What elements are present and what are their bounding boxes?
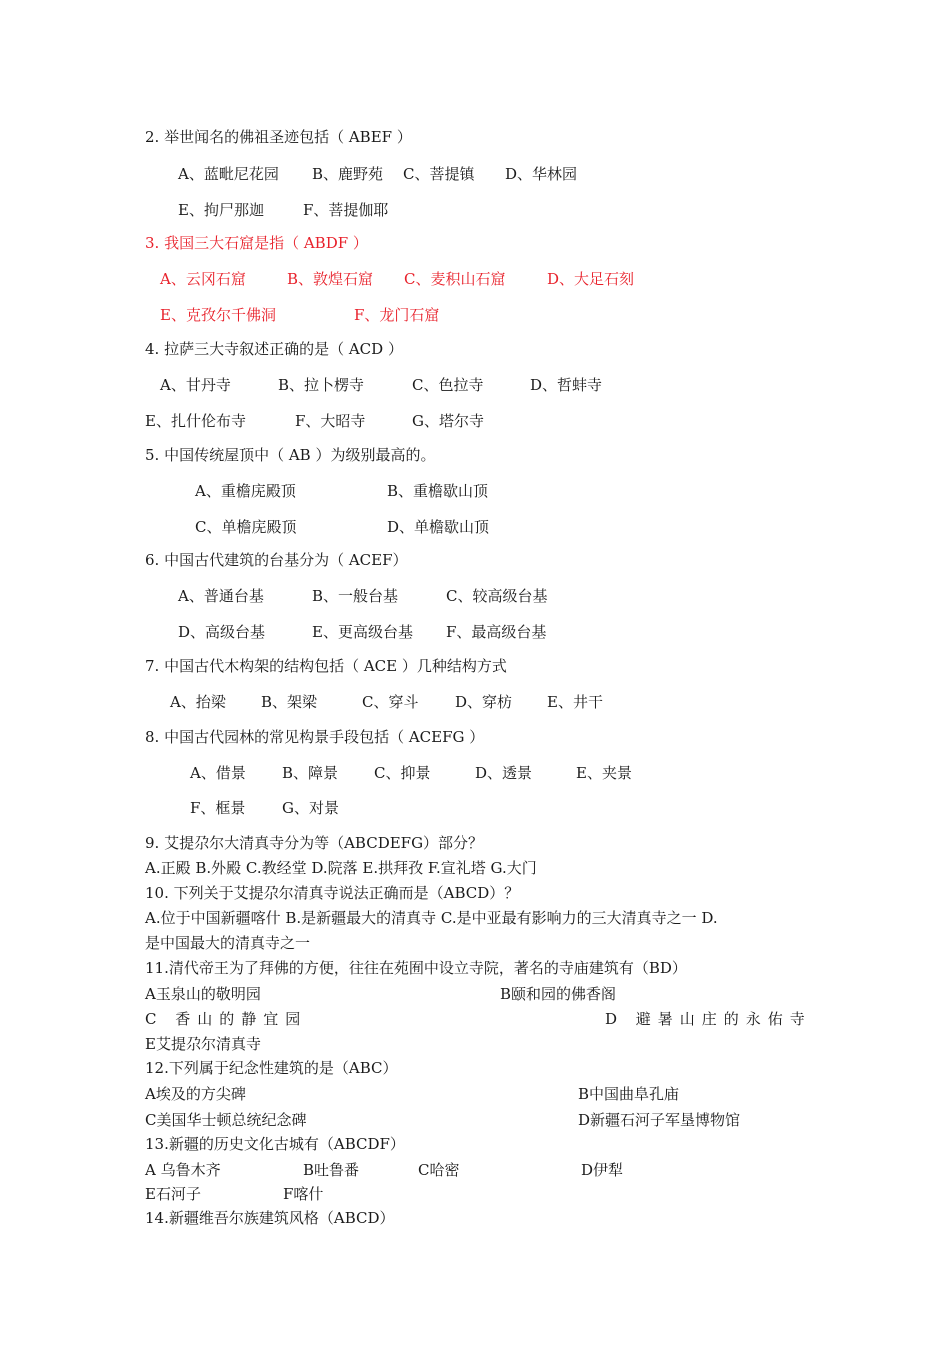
q8-option-g: G、对景 — [282, 799, 339, 817]
q13-option-e: E石河子 — [145, 1185, 201, 1203]
q3-stem: 3. 我国三大石窟是指（ ABDF ） — [145, 234, 368, 252]
q11-option-d: D 避暑山庄的永佑寺 — [605, 1010, 812, 1028]
q10-options-line2: 是中国最大的清真寺之一 — [145, 934, 311, 952]
q4-option-b: B、拉卜楞寺 — [278, 376, 365, 394]
q4-option-f: F、大昭寺 — [295, 412, 366, 430]
q4-option-d: D、哲蚌寺 — [530, 376, 603, 394]
q10-stem: 10. 下列关于艾提尕尔清真寺说法正确而是（ABCD）？ — [145, 884, 520, 902]
q8-option-f: F、框景 — [190, 799, 246, 817]
q7-option-b: B、架梁 — [261, 693, 318, 711]
q6-option-b: B、一般台基 — [312, 587, 399, 605]
q3-option-e: E、克孜尔千佛洞 — [160, 306, 276, 324]
q9-options: A.正殿 B.外殿 C.教经堂 D.院落 E.拱拜孜 F.宣礼塔 G.大门 — [145, 859, 537, 877]
q8-option-d: D、透景 — [475, 764, 533, 782]
q13-option-b: B吐鲁番 — [303, 1161, 360, 1179]
q13-option-a: A 乌鲁木齐 — [145, 1161, 221, 1179]
q11-option-c: C 香山的静宜园 — [145, 1010, 308, 1028]
q2-stem: 2. 举世闻名的佛祖圣迹包括（ ABEF ） — [145, 128, 412, 146]
q13-option-f: F喀什 — [283, 1185, 324, 1203]
q14-stem: 14.新疆维吾尔族建筑风格（ABCD） — [145, 1209, 395, 1227]
q12-option-d: D新疆石河子军垦博物馆 — [578, 1111, 741, 1129]
q7-option-c: C、穿斗 — [362, 693, 419, 711]
q5-option-a: A、重檐庑殿顶 — [195, 482, 296, 500]
q3-option-a: A、云冈石窟 — [160, 270, 246, 288]
q8-option-c: C、抑景 — [374, 764, 431, 782]
q6-option-e: E、更高级台基 — [312, 623, 413, 641]
q12-option-a: A埃及的方尖碑 — [145, 1085, 246, 1103]
q2-option-f: F、菩提伽耶 — [303, 201, 389, 219]
q13-stem: 13.新疆的历史文化古城有（ABCDF） — [145, 1135, 405, 1153]
q6-option-a: A、普通台基 — [178, 587, 264, 605]
q12-stem: 12.下列属于纪念性建筑的是（ABC） — [145, 1059, 398, 1077]
q11-option-b: B颐和园的佛香阁 — [500, 985, 617, 1003]
q11-option-a: A玉泉山的敬明园 — [145, 985, 261, 1003]
q4-option-g: G、塔尔寺 — [412, 412, 484, 430]
q8-option-a: A、借景 — [190, 764, 246, 782]
q12-option-b: B中国曲阜孔庙 — [578, 1085, 680, 1103]
q3-option-c: C、麦积山石窟 — [404, 270, 506, 288]
q2-option-b: B、鹿野苑 — [312, 165, 384, 183]
q13-option-c: C哈密 — [418, 1161, 460, 1179]
q2-option-c: C、菩提镇 — [403, 165, 475, 183]
q4-option-a: A、甘丹寺 — [160, 376, 231, 394]
q11-stem: 11.清代帝王为了拜佛的方便，往往在苑囿中设立寺院，著名的寺庙建筑有（BD） — [145, 959, 687, 977]
q5-option-c: C、单檐庑殿顶 — [195, 518, 297, 536]
q13-option-d: D伊犁 — [581, 1161, 624, 1179]
q6-option-c: C、较高级台基 — [446, 587, 548, 605]
q2-option-e: E、拘尸那迦 — [178, 201, 264, 219]
q9-stem: 9. 艾提尕尔大清真寺分为等（ABCDEFG）部分？ — [145, 834, 484, 852]
q7-option-a: A、抬梁 — [170, 693, 226, 711]
q11-option-e: E艾提尕尔清真寺 — [145, 1035, 261, 1053]
q2-option-a: A、蓝毗尼花园 — [178, 165, 279, 183]
q7-stem: 7. 中国古代木构架的结构包括（ ACE ）几种结构方式 — [145, 657, 507, 675]
q8-stem: 8. 中国古代园林的常见构景手段包括（ ACEFG ） — [145, 728, 485, 746]
q7-option-d: D、穿枋 — [455, 693, 513, 711]
q3-option-d: D、大足石刻 — [547, 270, 635, 288]
q4-option-e: E、扎什伦布寺 — [145, 412, 246, 430]
q6-option-d: D、高级台基 — [178, 623, 266, 641]
q4-option-c: C、色拉寺 — [412, 376, 484, 394]
q8-option-b: B、障景 — [282, 764, 339, 782]
q5-option-b: B、重檐歇山顶 — [387, 482, 489, 500]
q12-option-c: C美国华士顿总统纪念碑 — [145, 1111, 307, 1129]
q10-options-line1: A.位于中国新疆喀什 B.是新疆最大的清真寺 C.是中亚最有影响力的三大清真寺之一 D. — [145, 909, 718, 927]
q6-option-f: F、最高级台基 — [446, 623, 547, 641]
q6-stem: 6. 中国古代建筑的台基分为（ ACEF） — [145, 551, 408, 569]
q3-option-b: B、敦煌石窟 — [287, 270, 374, 288]
q5-option-d: D、单檐歇山顶 — [387, 518, 490, 536]
q8-option-e: E、夹景 — [576, 764, 632, 782]
q5-stem: 5. 中国传统屋顶中（ AB ）为级别最高的。 — [145, 446, 436, 464]
q4-stem: 4. 拉萨三大寺叙述正确的是（ ACD ） — [145, 340, 403, 358]
q7-option-e: E、井干 — [547, 693, 603, 711]
q2-option-d: D、华林园 — [505, 165, 578, 183]
q3-option-f: F、龙门石窟 — [354, 306, 440, 324]
